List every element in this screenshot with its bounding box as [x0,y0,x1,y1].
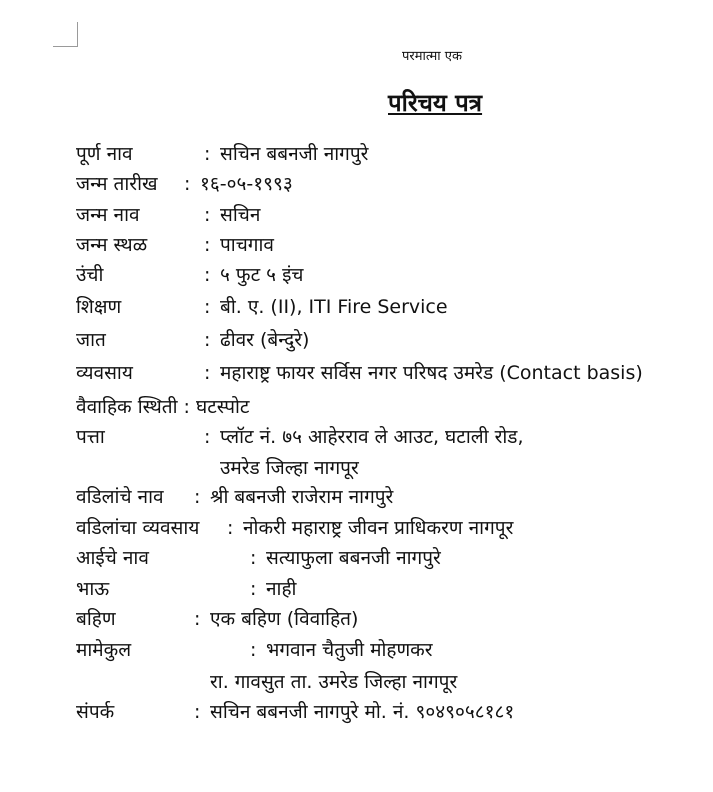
field-separator: : [204,362,211,384]
field-row [0,201,713,231]
field-value: बी. ए. (II), ITI Fire Service [220,296,448,318]
field-row [0,544,713,574]
field-row-continuation [0,454,713,484]
field-separator: : [204,143,211,165]
field-separator: : [194,486,201,508]
field-value: पाचगाव [220,234,274,256]
field-separator: : [204,234,211,256]
field-separator: : [204,264,211,286]
field-row [0,140,713,170]
field-row [0,170,713,200]
field-value: सचिन बबनजी नागपुरे मो. नं. ९०४९०५८१८१ [210,701,515,723]
field-label: संपर्क [76,701,115,723]
page-corner-mark [53,22,78,47]
field-label: जन्म तारीख [76,173,158,195]
field-value [76,393,250,421]
field-label: वैवाहिक स्थिती [76,396,178,418]
field-separator: : [184,173,191,195]
field-value: भगवान चैतुजी मोहणकर [266,639,433,661]
field-separator: : [250,639,257,661]
field-value: श्री बबनजी राजेराम नागपुरे [210,486,394,508]
field-separator: : [204,204,211,226]
field-value: सचिन [220,204,261,226]
field-row [0,514,713,544]
field-row [0,261,713,291]
field-separator: : [177,396,196,418]
invocation-text: परमात्मा एक [402,49,462,64]
field-separator: : [250,578,257,600]
document-title: परिचय पत्र [388,89,483,117]
field-value: १६-०५-१९९३ [200,173,293,195]
field-value-text: घटस्पोट [196,396,250,418]
field-separator: : [250,547,257,569]
field-label: जन्म स्थळ [76,234,148,256]
field-value: ५ फुट ५ इंच [220,264,304,286]
field-label: शिक्षण [76,296,122,318]
field-row [0,636,713,666]
field-value: महाराष्ट्र फायर सर्विस नगर परिषद उमरेड (Contact basis) [220,362,643,384]
field-row [0,293,713,323]
field-value: सत्याफुला बबनजी नागपुरे [266,547,441,569]
field-label: मामेकुल [76,639,132,661]
field-row [0,423,713,453]
field-row [0,483,713,513]
field-value: सचिन बबनजी नागपुरे [220,143,369,165]
field-separator: : [204,329,211,351]
field-label: वडिलांचे नाव [76,486,164,508]
field-separator: : [194,608,201,630]
field-label: पूर्ण नाव [76,143,133,165]
field-row [0,605,713,635]
field-label: जात [76,329,106,351]
field-row [0,698,713,728]
field-row [0,231,713,261]
field-value-continuation: रा. गावसुत ता. उमरेड जिल्हा नागपूर [210,671,458,693]
field-separator: : [194,701,201,723]
field-label: उंची [76,264,104,286]
field-label: आईचे नाव [76,547,149,569]
field-value-continuation: उमरेड जिल्हा नागपूर [220,457,359,479]
field-value: नाही [266,578,297,600]
field-separator: : [204,426,211,448]
field-value: ढीवर (बेन्दुरे) [220,329,310,351]
field-separator: : [204,296,211,318]
field-label: व्यवसाय [76,362,133,384]
field-value: एक बहिण (विवाहित) [210,608,359,630]
field-label: जन्म नाव [76,204,140,226]
field-value: नोकरी महाराष्ट्र जीवन प्राधिकरण नागपूर [243,517,514,539]
field-row [0,326,713,356]
field-label: भाऊ [76,578,110,600]
field-value: प्लॉट नं. ७५ आहेरराव ले आउट, घटाली रोड, [220,426,524,448]
field-row [0,393,713,423]
field-row-continuation [0,668,713,698]
field-separator: : [227,517,234,539]
field-label: पत्ता [76,426,105,448]
field-row [0,359,713,389]
field-label: वडिलांचा व्यवसाय [76,517,200,539]
field-label: बहिण [76,608,116,630]
field-row [0,575,713,605]
